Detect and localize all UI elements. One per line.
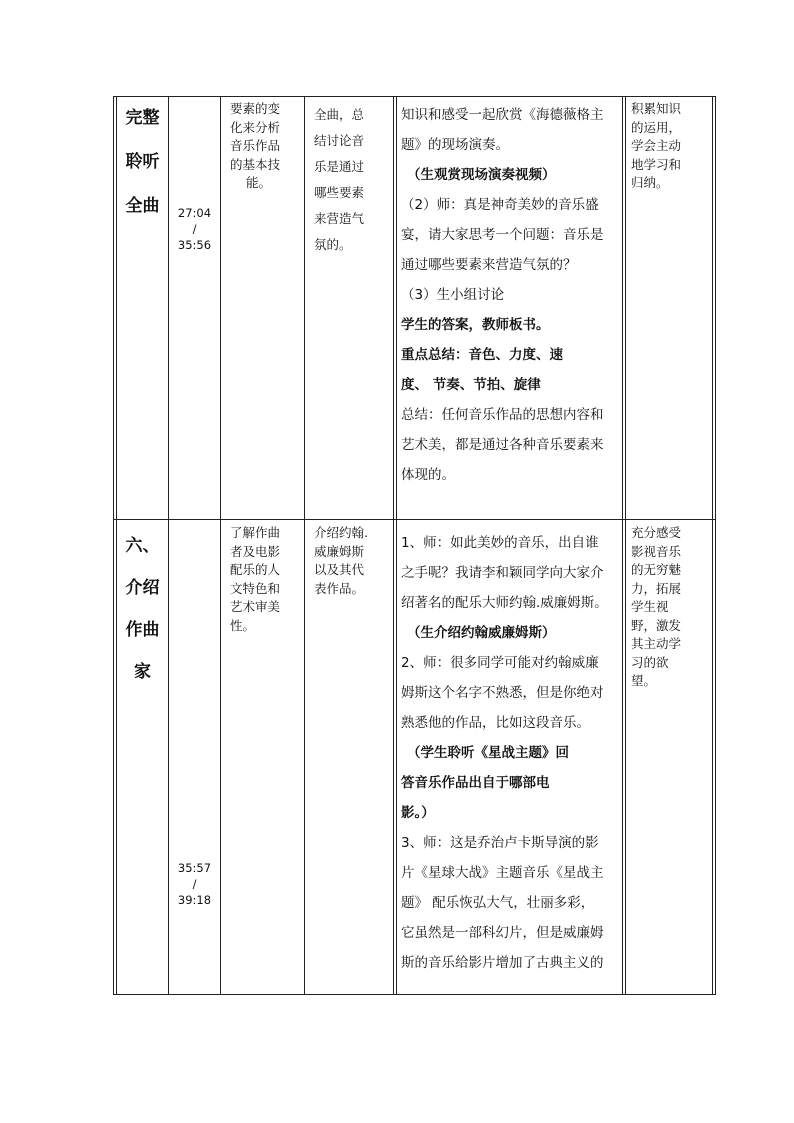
process-line: 1、师：如此美妙的音乐，出自谁	[401, 535, 599, 551]
process-cell	[401, 100, 621, 490]
time-start: 35:57	[177, 861, 212, 875]
intent-line: 学生视	[631, 599, 669, 614]
goal-line: 化来分析	[230, 119, 281, 135]
content-line: 威廉姆斯	[314, 543, 365, 559]
goal-line: 艺术审美	[230, 599, 281, 614]
process-line: 斯的音乐给影片增加了古典主义的	[401, 955, 604, 971]
process-line: 2、师：很多同学可能对约翰威廉	[401, 655, 599, 671]
process-cell	[401, 528, 621, 978]
intent-line: 望。	[631, 673, 657, 688]
intent-cell	[631, 524, 711, 691]
column-border	[304, 96, 305, 995]
content-line: 以及其代	[314, 562, 365, 577]
stage-cell	[117, 100, 168, 224]
intent-line: 积累知识	[631, 101, 682, 116]
goal-line: 者及电影	[230, 543, 281, 559]
content-line: 表作品。	[314, 580, 365, 596]
process-line: （生介绍约翰威廉姆斯）	[407, 625, 556, 641]
intent-line: 充分感受	[631, 525, 682, 540]
stage-line: 家	[134, 662, 151, 682]
process-line: 度、 节奏、节拍、旋律	[401, 377, 541, 393]
content-line: 来营造气	[314, 211, 365, 226]
goal-cell	[230, 100, 302, 193]
stage-line: 聆听	[125, 152, 160, 172]
process-line: 知识和感受一起欣赏《海德薇格主	[401, 107, 604, 123]
goal-cell	[230, 524, 302, 635]
goal-line: 的基本技	[230, 156, 281, 172]
goal-line: 音乐作品	[230, 138, 281, 153]
intent-line: 野，激发	[631, 617, 682, 633]
process-line: 它虽然是一部科幻片，但是威廉姆	[401, 925, 604, 941]
process-line: 3、师：这是乔治卢卡斯导演的影	[401, 835, 599, 851]
time-start: 27:04	[177, 206, 212, 220]
time-cell	[169, 205, 220, 253]
process-line: 总结：任何音乐作品的思想内容和	[401, 407, 604, 423]
process-line: （学生聆听《星战主题》回	[407, 745, 569, 761]
intent-line: 力，拓展	[631, 580, 682, 596]
process-line: 题》的现场演奏。	[401, 137, 509, 153]
intent-line: 影视音乐	[631, 543, 682, 559]
stage-line: 全曲	[125, 196, 160, 216]
column-border	[625, 96, 626, 995]
time-separator: /	[192, 877, 197, 891]
process-line: 通过哪些要素来营造气氛的？	[401, 257, 577, 273]
content-line: 全曲，总	[314, 107, 365, 122]
column-border	[393, 96, 394, 995]
stage-line: 介绍	[125, 578, 160, 598]
intent-line: 的运用，	[631, 119, 682, 135]
time-end: 35:56	[177, 238, 212, 252]
time-cell	[169, 860, 220, 908]
process-line: 重点总结：音色、力度、速	[401, 347, 563, 363]
goal-line: 性。	[230, 617, 256, 633]
content-line: 结讨论音	[314, 133, 365, 148]
process-line: 姆斯这个名字不熟悉，但是你绝对	[401, 685, 604, 701]
content-cell	[314, 524, 392, 598]
goal-line: 能。	[246, 175, 272, 190]
content-line: 乐是通过	[314, 159, 365, 174]
stage-line: 六、	[125, 536, 160, 556]
process-line: 影。）	[401, 805, 435, 821]
process-line: （2）师：真是神奇美妙的音乐盛	[401, 197, 599, 213]
process-line: （3）生小组讨论	[401, 287, 505, 303]
stage-line: 作曲	[125, 620, 160, 640]
process-line: （生观赏现场演奏视频）	[407, 167, 556, 183]
process-line: 学生的答案，教师板书。	[401, 317, 550, 333]
column-border	[396, 96, 397, 995]
intent-line: 地学习和	[631, 156, 682, 172]
intent-cell	[631, 100, 711, 193]
column-border	[712, 96, 713, 995]
process-line: 宴，请大家思考一个问题：音乐是	[401, 227, 604, 243]
intent-line: 归纳。	[631, 175, 669, 190]
process-line: 熟悉他的作品，比如这段音乐。	[401, 715, 590, 731]
content-line: 介绍约翰.	[314, 525, 368, 540]
content-cell	[314, 102, 392, 258]
process-line: 绍著名的配乐大师约翰.威廉姆斯。	[401, 595, 608, 611]
stage-line: 完整	[125, 108, 160, 128]
process-line: 之手呢？我请李和颖同学向大家介	[401, 565, 604, 581]
process-line: 体现的。	[401, 467, 455, 483]
content-line: 氛的。	[314, 237, 352, 252]
goal-line: 了解作曲	[230, 525, 281, 540]
goal-line: 配乐的人	[230, 562, 281, 577]
content-line: 哪些要素	[314, 185, 365, 200]
process-line: 艺术美，都是通过各种音乐要素来	[401, 437, 604, 453]
stage-cell	[117, 528, 168, 690]
column-border	[113, 96, 114, 995]
goal-line: 要素的变	[230, 101, 281, 116]
process-line: 题》 配乐恢弘大气，壮丽多彩，	[401, 895, 595, 911]
intent-line: 习的欲	[631, 654, 669, 670]
time-end: 39:18	[177, 893, 212, 907]
goal-line: 文特色和	[230, 580, 281, 596]
process-line: 答音乐作品出自于哪部电	[401, 775, 550, 791]
time-separator: /	[192, 222, 197, 236]
intent-line: 学会主动	[631, 138, 682, 153]
column-border	[622, 96, 623, 995]
column-border	[715, 96, 716, 995]
intent-line: 的无穷魅	[631, 562, 682, 577]
intent-line: 其主动学	[631, 636, 682, 651]
process-line: 片《星球大战》主题音乐《星战主	[401, 865, 604, 881]
column-border	[220, 96, 221, 995]
